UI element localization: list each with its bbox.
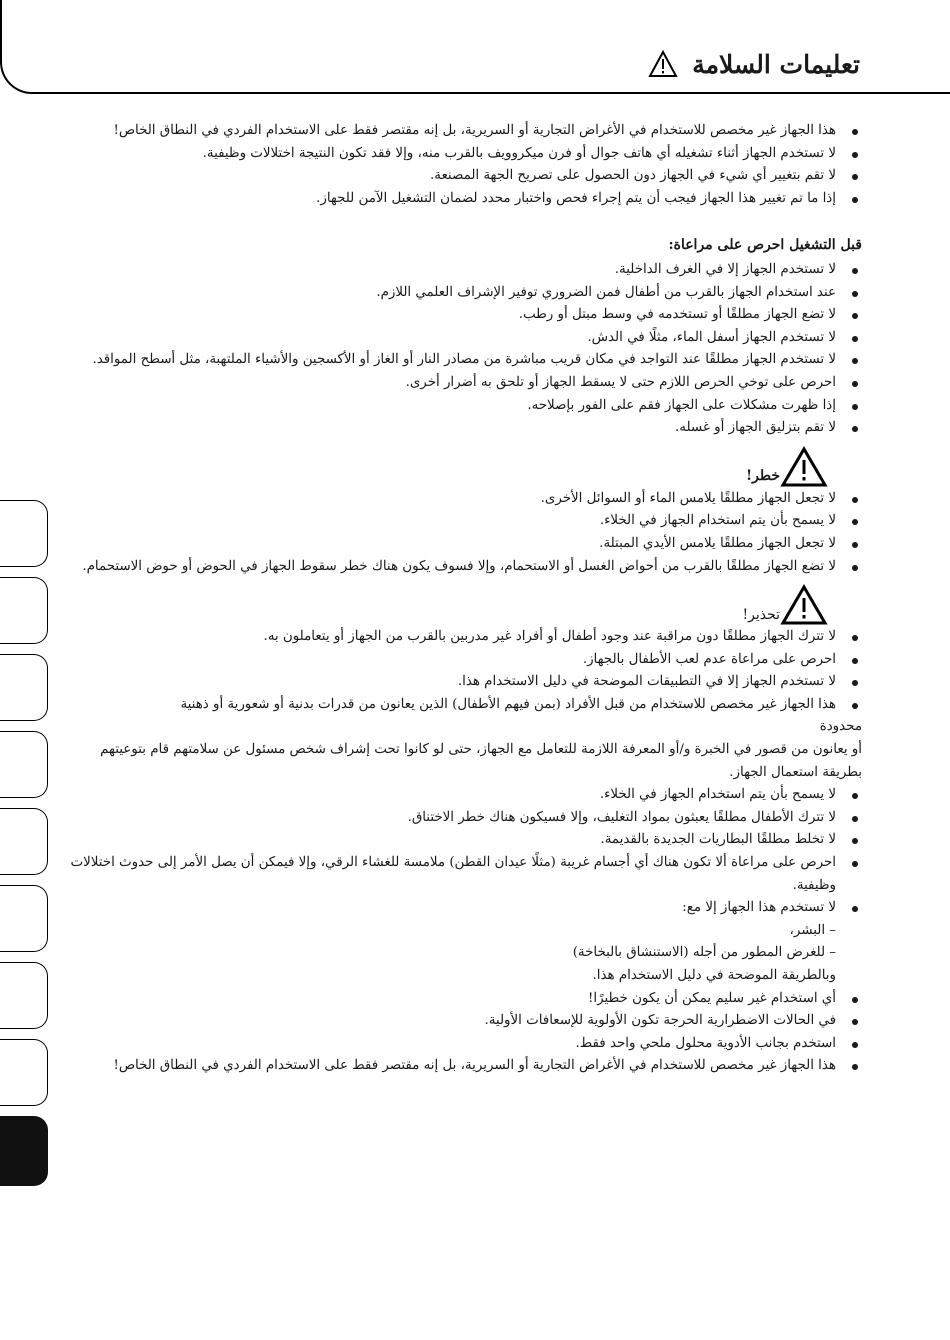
caution-list-2	[62, 784, 862, 920]
chapter-tab[interactable]	[0, 808, 48, 875]
header-frame-line	[0, 0, 2, 40]
list-item: لا تستخدم الجهاز مطلقًا عند التواجد في مكان قريب مباشرة من مصادر النار أو الغاز أو الأكسجين والأشياء الملتهبة، مثل أسطح المواقد.	[62, 349, 862, 372]
continuation-text: محدودة	[819, 719, 862, 735]
list-item: هذا الجهاز غير مخصص للاستخدام في الأغراض التجارية أو السريرية، بل إنه مقتصر فقط على الاستخدام الفردي في النطاق الخاص!	[62, 120, 862, 143]
caution-list	[62, 626, 862, 716]
danger-list	[62, 488, 862, 578]
list-item: لا تستخدم الجهاز إلا في التطبيقات الموضحة في دليل الاستخدام هذا.	[62, 671, 862, 694]
chapter-tab[interactable]	[0, 885, 48, 952]
list-item: لا يسمح بأن يتم استخدام الجهاز في الخلاء.	[62, 510, 862, 533]
caution-heading	[62, 584, 862, 626]
list-item: احرص على مراعاة ألا تكون هناك أي أجسام غريبة (مثلًا عيدان القطن) ملامسة للغشاء الرقي، وإلا فيمكن أن يصل الأمر إلى حدوث اختلالات وظيفية.	[62, 852, 862, 897]
sub-item: – البشر،	[789, 922, 836, 938]
chapter-tab-active[interactable]	[0, 1116, 48, 1186]
list-item: لا يسمح بأن يتم استخدام الجهاز في الخلاء.	[62, 784, 862, 807]
chapter-tab[interactable]	[0, 654, 48, 721]
list-item: في الحالات الاضطرارية الحرجة تكون الأولوية للإسعافات الأولية.	[62, 1010, 862, 1033]
chapter-tab[interactable]	[0, 1039, 48, 1106]
list-item: عند استخدام الجهاز بالقرب من أطفال فمن الضروري توفير الإشراف العلمي اللازم.	[62, 282, 862, 305]
list-item: لا تستخدم هذا الجهاز إلا مع:	[62, 897, 862, 920]
danger-heading	[62, 446, 862, 488]
list-item: لا تستخدم الجهاز أثناء تشغيله أي هاتف جوال أو فرن ميكروويف بالقرب منه، وإلا فقد تكون النتيجة اختلالات وظيفية.	[62, 143, 862, 166]
list-item: لا تضع الجهاز مطلقًا بالقرب من أحواض الغسل أو الاستحمام، وإلا فسوف يكون هناك خطر سقوط الجهاز في الحوض أو حوض الاستحمام.	[62, 556, 862, 579]
list-item: لا تضع الجهاز مطلقًا أو تستخدمه في وسط مبتل أو رطب.	[62, 304, 862, 327]
list-item: هذا الجهاز غير مخصص للاستخدام في الأغراض التجارية أو السريرية، بل إنه مقتصر فقط على الاستخدام الفردي في النطاق الخاص!	[62, 1055, 862, 1078]
sub-item: وبالطريقة الموضحة في دليل الاستخدام هذا.	[592, 968, 836, 983]
list-item: لا تقم بتغيير أي شيء في الجهاز دون الحصول على تصريح الجهة المصنعة.	[62, 165, 862, 188]
safety-content	[62, 120, 862, 1078]
caution-label: تحذير!	[742, 606, 780, 623]
list-item: استخدم بجانب الأدوية محلول ملحي واحد فقط.	[62, 1033, 862, 1056]
list-item: لا تترك الأطفال مطلقًا يعبثون بمواد التغليف، وإلا فسيكون هناك خطر الاختناق.	[62, 807, 862, 830]
list-item: لا تقم بتزليق الجهاز أو غسله.	[62, 417, 862, 440]
list-item: إذا ظهرت مشكلات على الجهاز فقم على الفور بإصلاحه.	[62, 395, 862, 418]
list-item: لا تستخدم الجهاز أسفل الماء، مثلًا في الدش.	[62, 327, 862, 350]
list-item: لا تترك الجهاز مطلقًا دون مراقبة عند وجود أطفال أو أفراد غير مدربين بالقرب من الجهاز أو يتعاملون به.	[62, 626, 862, 649]
intro-list	[62, 120, 862, 210]
list-item: لا تجعل الجهاز مطلقًا يلامس الأيدي المبتلة.	[62, 533, 862, 556]
list-item: لا تستخدم الجهاز إلا في الغرف الداخلية.	[62, 259, 862, 282]
danger-label: خطر!	[745, 468, 780, 485]
page-title: تعليمات السلامة	[692, 49, 860, 79]
list-item: إذا ما تم تغيير هذا الجهاز فيجب أن يتم إجراء فحص واختبار محدد لضمان التشغيل الآمن للجهاز.	[62, 188, 862, 211]
list-item: احرص على مراعاة عدم لعب الأطفال بالجهاز.	[62, 649, 862, 672]
list-item: أي استخدام غير سليم يمكن أن يكون خطيرًا!	[62, 988, 862, 1011]
warning-triangle-icon	[780, 584, 828, 626]
caution-list-3	[62, 988, 862, 1078]
chapter-tabs	[0, 500, 50, 1196]
section-heading: قبل التشغيل احرص على مراعاة:	[668, 237, 862, 254]
sub-item: – للغرض المطور من أجله (الاستنشاق بالبخاخة)	[572, 945, 836, 961]
before-operation-list	[62, 259, 862, 440]
list-item: لا تجعل الجهاز مطلقًا يلامس الماء أو السوائل الأخرى.	[62, 488, 862, 511]
warning-triangle-icon	[648, 50, 678, 78]
list-item: احرص على توخي الحرص اللازم حتى لا يسقط الجهاز أو تلحق به أضرار أخرى.	[62, 372, 862, 395]
chapter-tab[interactable]	[0, 500, 48, 567]
continuation-text: أو يعانون من قصور في الخبرة و/أو المعرفة اللازمة للتعامل مع الجهاز، حتى لو كانوا تحت إشراف شخص مسئول عن سلامتهم قام بتوعيتهم بطريقة استعمال الجهاز.	[100, 742, 862, 780]
list-item: هذا الجهاز غير مخصص للاستخدام من قبل الأفراد (بمن فيهم الأطفال) الذين يعانون من قدرات بدنية أو شعورية أو ذهنية	[62, 694, 862, 717]
chapter-tab[interactable]	[0, 731, 48, 798]
list-item: لا تخلط مطلقًا البطاريات الجديدة بالقديمة.	[62, 829, 862, 852]
chapter-tab[interactable]	[0, 577, 48, 644]
page-header	[648, 44, 860, 84]
warning-triangle-icon	[780, 446, 828, 488]
chapter-tab[interactable]	[0, 962, 48, 1029]
